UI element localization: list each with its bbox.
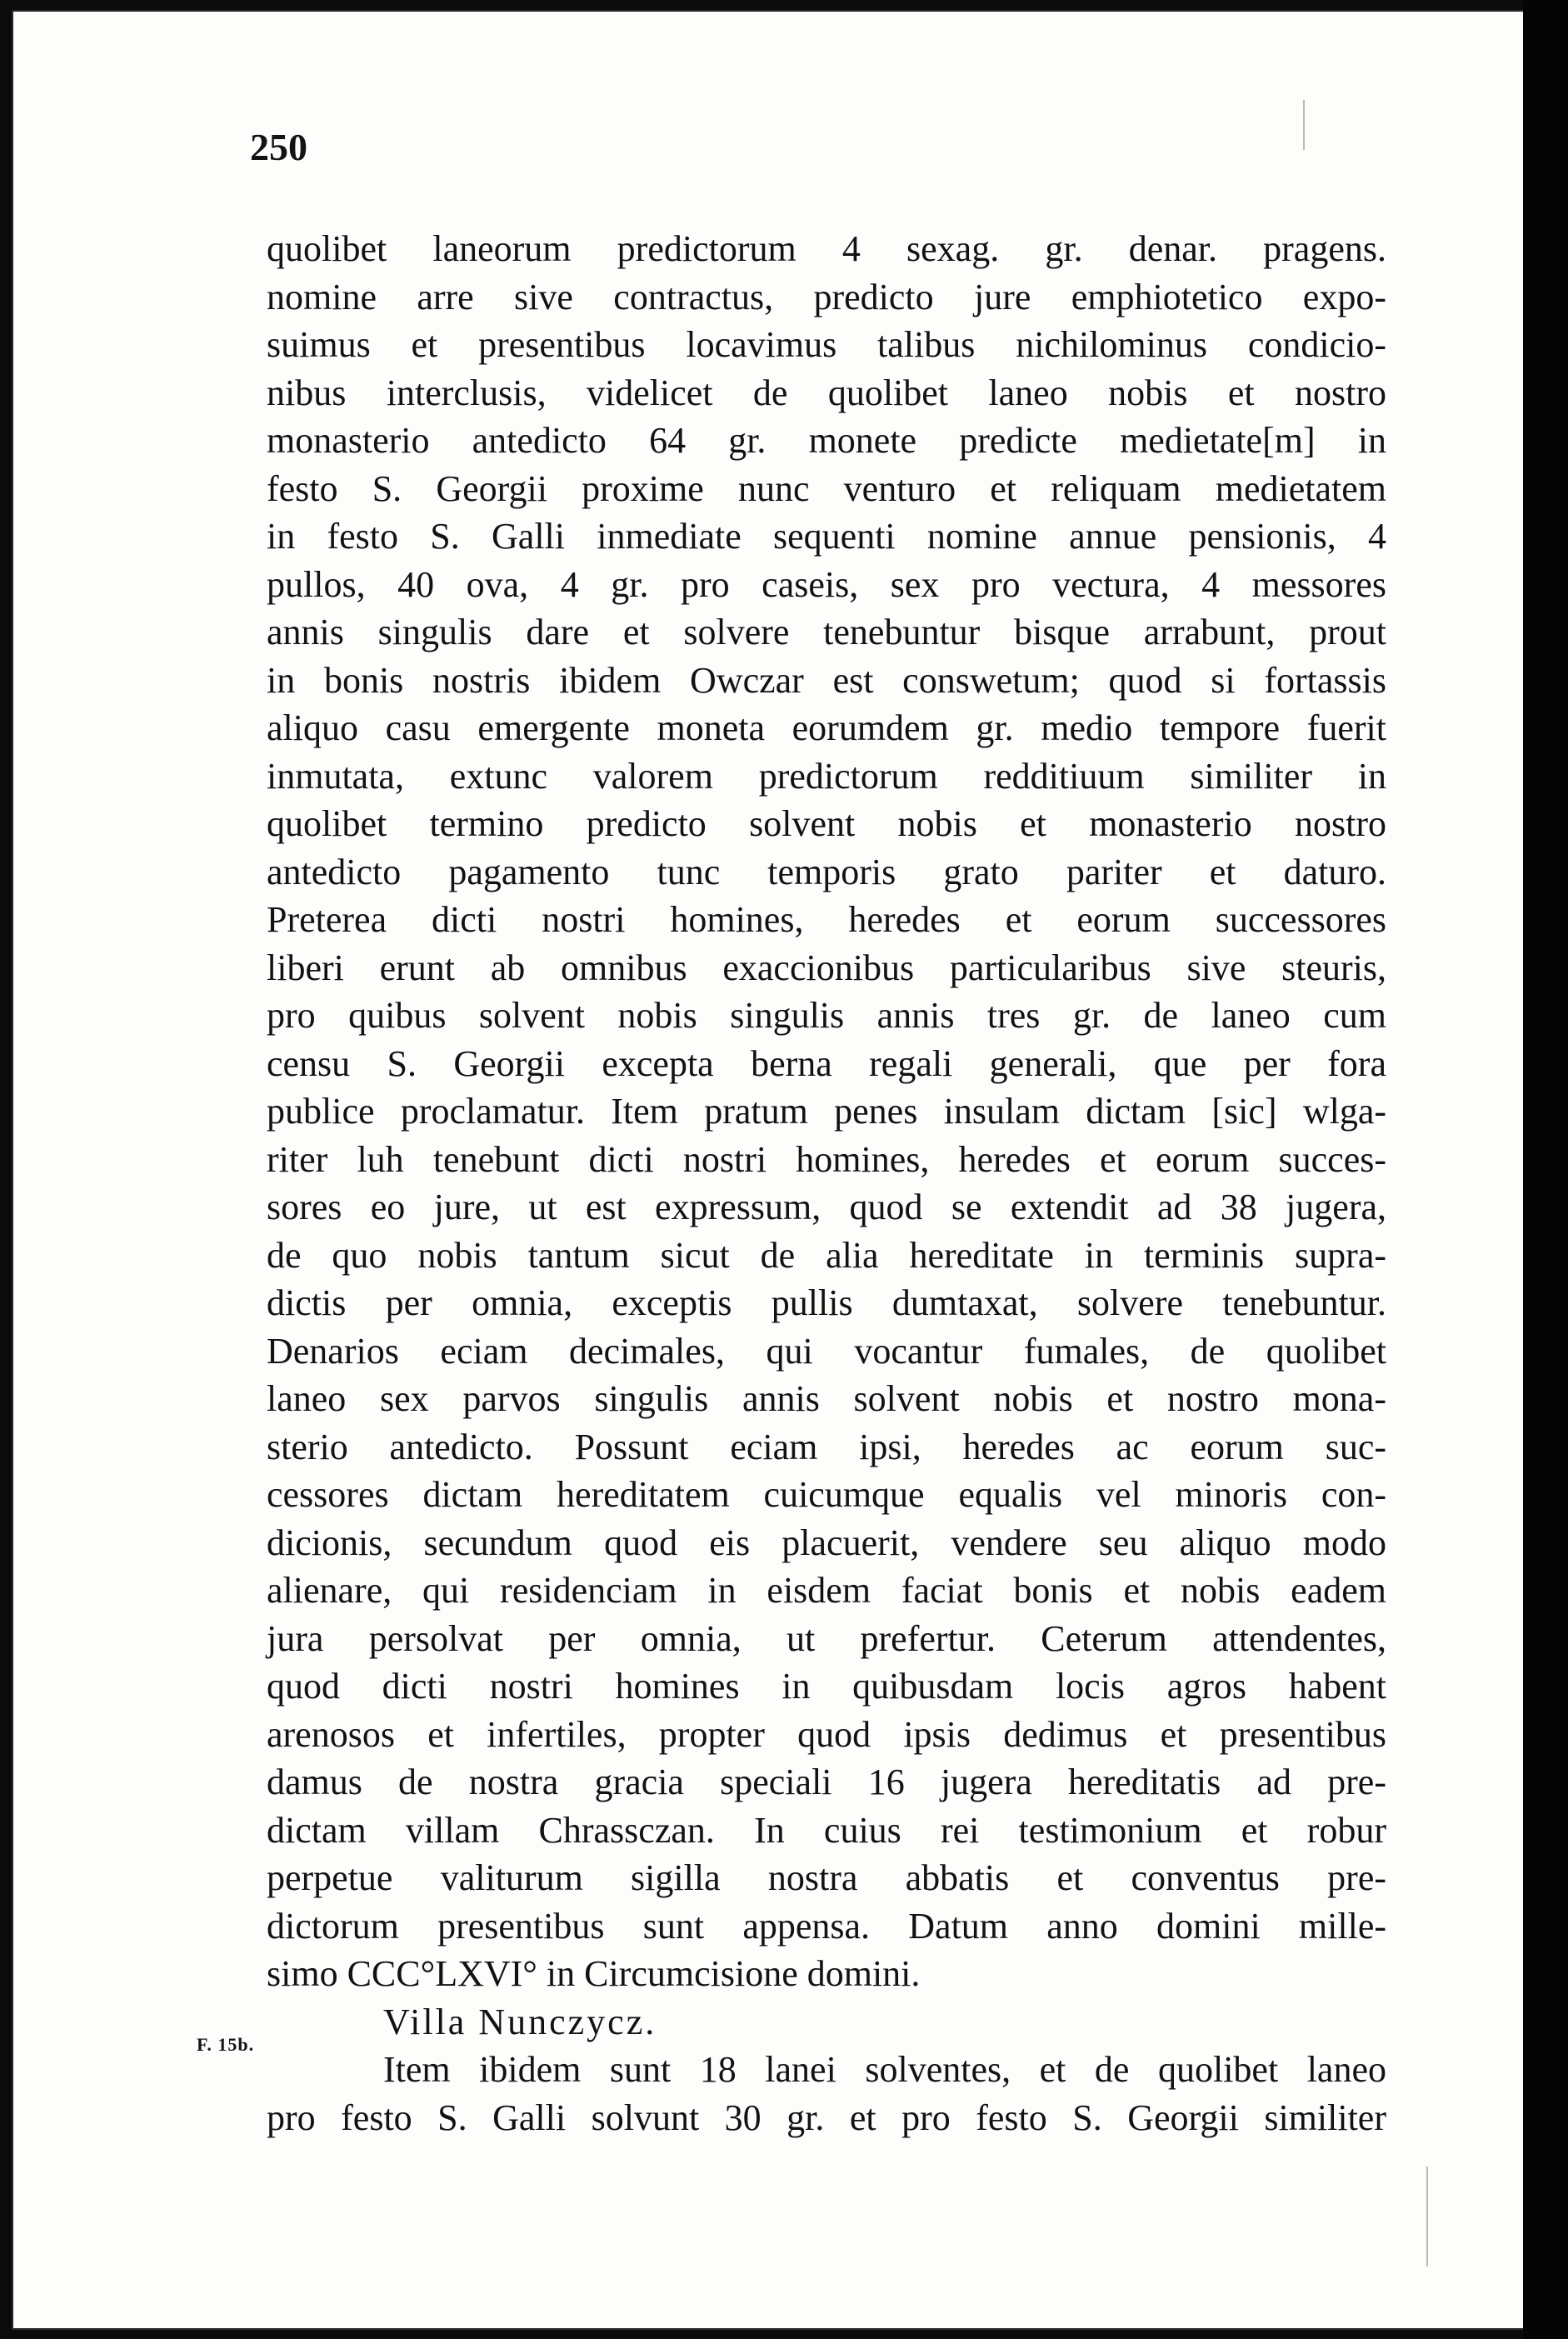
text-line: sterio antedicto. Possunt eciam ipsi, heredes ac eorum suc- [267,1426,1386,1467]
text-line: nomine arre sive contractus, predicto jure emphiotetico expo- [267,276,1386,317]
text-line: dicionis, secundum quod eis placuerit, vendere seu aliquo modo [267,1522,1386,1563]
text-line: annis singulis dare et solvere tenebuntur bisque arrabunt, prout [267,612,1386,652]
text-line: pullos, 40 ova, 4 gr. pro caseis, sex pro vectura, 4 messores [267,563,1386,605]
text-line: liberi erunt ab omnibus exaccionibus particularibus sive steuris, [267,947,1386,988]
scan-crease-mark [1303,100,1305,150]
text-line: jura persolvat per omnia, ut prefertur. Ceterum attendentes, [267,1617,1386,1659]
text-line: dictam villam Chrassczan. In cuius rei testimonium et robur [267,1809,1386,1851]
text-line: alienare, qui residenciam in eisdem faciat bonis et nobis eadem [267,1570,1386,1611]
text-line: monasterio antedicto 64 gr. monete predicte medietate[m] in [267,420,1386,461]
text-line: publice proclamatur. Item pratum penes insulam dictam [sic] wlga- [267,1091,1386,1132]
text-line: de quo nobis tantum sicut de alia hereditate in terminis supra- [267,1234,1386,1276]
text-line: cessores dictam hereditatem cuicumque equalis vel minoris con- [267,1474,1386,1515]
text-line: antedicto pagamento tunc temporis grato pariter et daturo. [267,851,1386,892]
document-body [267,225,1386,2142]
text-line: laneo sex parvos singulis annis solvent nobis et nostro mona- [267,1378,1386,1419]
text-line: sores eo jure, ut est expressum, quod se extendit ad 38 jugera, [267,1187,1386,1227]
text-line: quolibet laneorum predictorum 4 sexag. gr. denar. pragens. [267,228,1386,269]
text-line: quolibet termino predicto solvent nobis et monasterio nostro [267,803,1386,844]
text-line: pro quibus solvent nobis singulis annis tres gr. de laneo cum [267,995,1386,1036]
text-line: simo CCC°LXVI° in Circumcisione domini. [267,1953,921,1994]
text-line: dictorum presentibus sunt appensa. Datum anno domini mille- [267,1905,1386,1947]
text-line: in festo S. Galli inmediate sequenti nomine annue pensionis, 4 [267,516,1386,557]
text-line: nibus interclusis, videlicet de quolibet laneo nobis et nostro [267,372,1386,413]
scan-border [1523,0,1568,2339]
text-line: Denarios eciam decimales, qui vocantur fumales, de quolibet [267,1330,1386,1372]
text-line: perpetue valiturum sigilla nostra abbatis et conventus pre- [267,1857,1386,1898]
text-line: pro festo S. Galli solvunt 30 gr. et pro festo S. Georgii similiter [267,2097,1386,2138]
scan-crease-mark [1426,2167,1428,2267]
text-line: inmutata, extunc valorem predictorum redditiuum similiter in [267,755,1386,797]
text-line: Preterea dicti nostri homines, heredes et eorum successores [267,899,1386,940]
text-line: Item ibidem sunt 18 lanei solventes, et de quolibet laneo [383,2049,1386,2090]
text-line: damus de nostra gracia speciali 16 jugera hereditatis ad pre- [267,1762,1386,1802]
margin-folio-note: F. 15b. [197,2034,255,2055]
text-line: censu S. Georgii excepta berna regali generali, que per fora [267,1042,1386,1084]
text-line: dictis per omnia, exceptis pullis dumtaxat, solvere tenebuntur. [267,1282,1386,1323]
section-heading: Villa Nunczycz. [383,2001,657,2042]
text-line: riter luh tenebunt dicti nostri homines, heredes et eorum succes- [267,1138,1386,1180]
text-line: arenosos et infertiles, propter quod ipsis dedimus et presentibus [267,1713,1386,1755]
text-line: suimus et presentibus locavimus talibus nichilominus condicio- [267,324,1386,365]
text-line: aliquo casu emergente moneta eorumdem gr. medio tempore fuerit [267,707,1386,748]
text-line: in bonis nostris ibidem Owczar est conswetum; quod si fortassis [267,659,1386,701]
text-line: quod dicti nostri homines in quibusdam locis agros habent [267,1666,1386,1707]
page-number: 250 [250,126,307,168]
text-line: festo S. Georgii proxime nunc venturo et reliquam medietatem [267,467,1386,509]
